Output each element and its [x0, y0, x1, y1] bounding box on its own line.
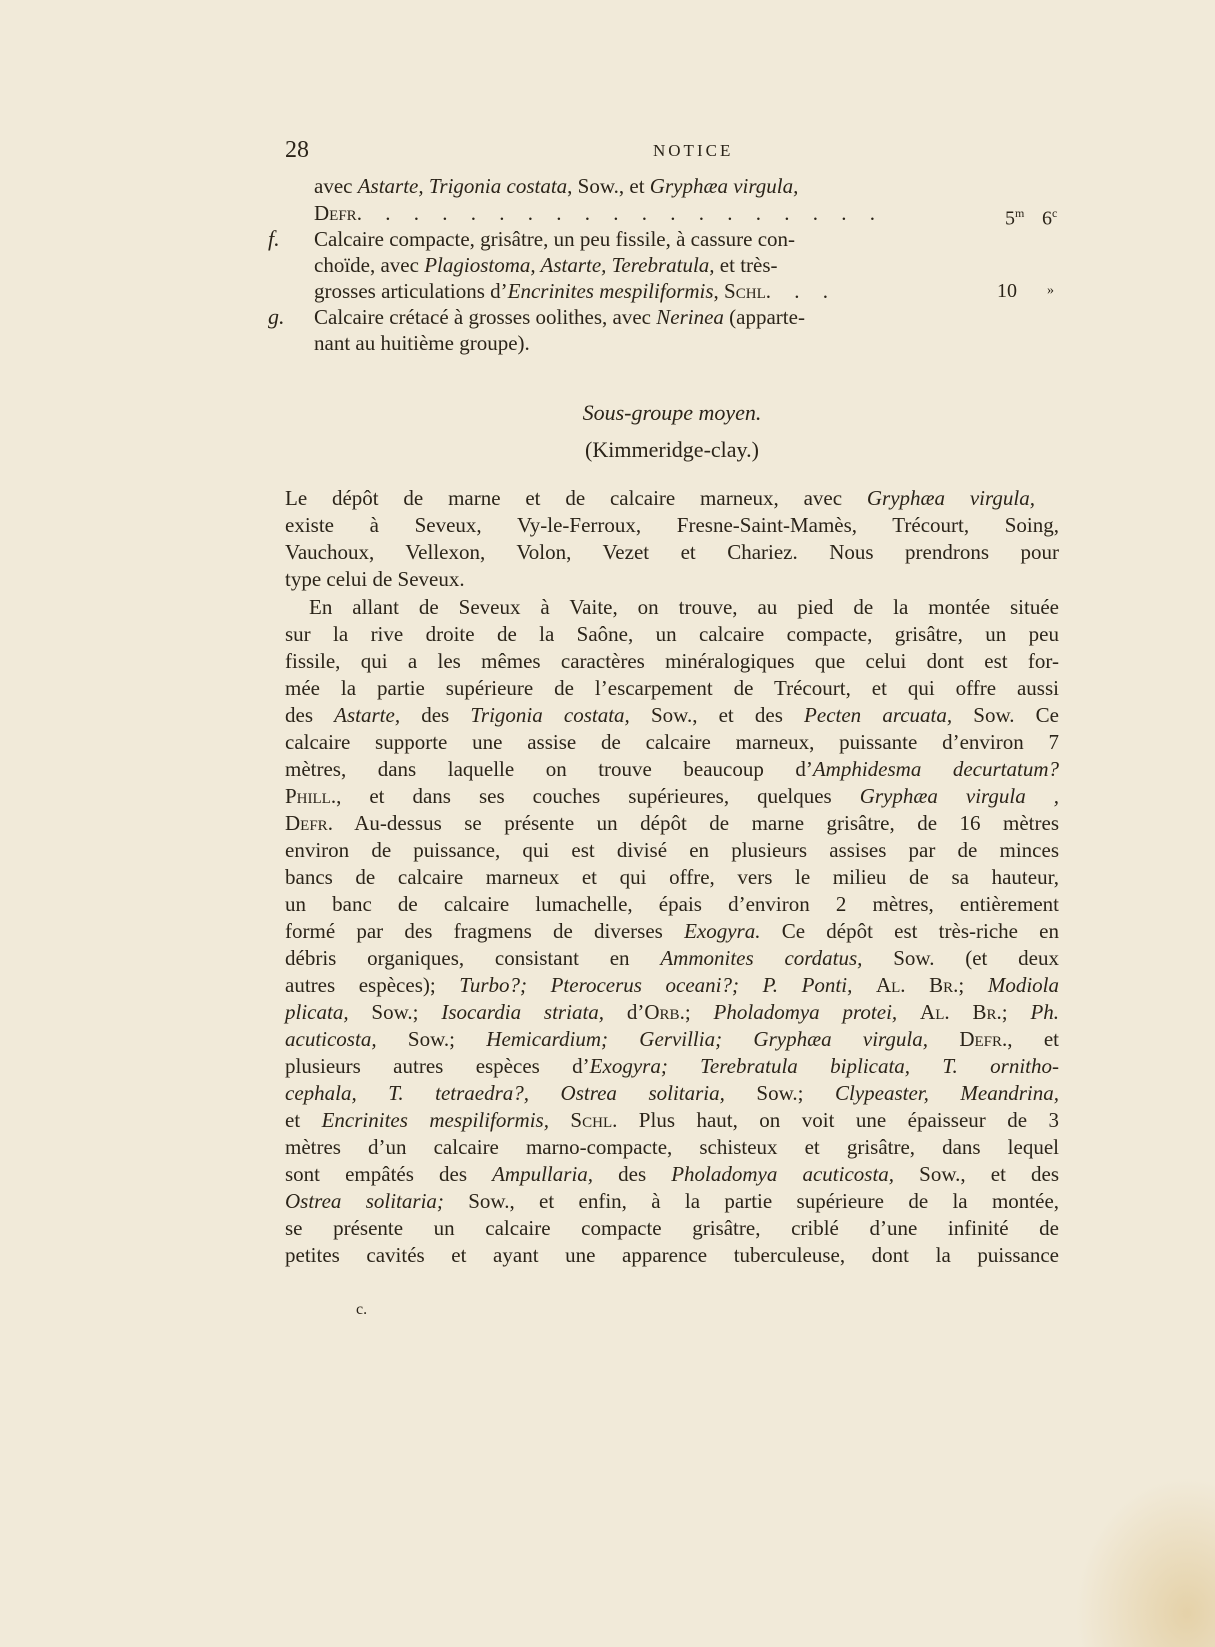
- paragraph-line: En allant de Seveux à Vaite, on trouve, au pied de la montée située: [309, 595, 1059, 619]
- author-abbrev: Schl: [724, 279, 766, 303]
- text-span: Calcaire crétacé à grosses oolithes, avec: [314, 305, 657, 329]
- text-span: ,: [713, 279, 725, 303]
- text-span: des: [285, 703, 335, 727]
- thickness-value: 6: [1042, 207, 1052, 230]
- text-span: . Plus haut, on voit une épaisseur de 3: [612, 1108, 1059, 1132]
- taxon-name: Ammonites cordatus,: [660, 946, 863, 970]
- text-span: .;: [679, 1000, 714, 1024]
- author-abbrev: Defr: [285, 811, 328, 835]
- taxon-name: Nerinea: [656, 305, 724, 329]
- taxon-name: Gryphæa virgula,: [649, 174, 799, 198]
- paragraph-line: Vauchoux, Vellexon, Volon, Vezet et Chariez. Nous prendrons pour: [285, 540, 1059, 564]
- author-abbrev: Orb: [644, 1000, 680, 1024]
- author-abbrev: Al. Br: [920, 1000, 997, 1024]
- text-span: grosses articulations d’: [314, 279, 508, 303]
- text-span: sont empâtés des: [285, 1162, 493, 1186]
- item-g-line: nant au huitième groupe).: [314, 331, 530, 355]
- paragraph-line: calcaire supporte une assise de calcaire marneux, puissante d’environ 7: [285, 730, 1059, 754]
- author-abbrev: Al. Br: [875, 973, 954, 997]
- ditto-mark: »: [1047, 283, 1054, 298]
- paragraph-line: [285, 485, 1035, 511]
- paragraph-line: existe à Seveux, Vy-le-Ferroux, Fresne-Saint-Mamès, Trécourt, Soing,: [285, 513, 1059, 537]
- text-span: .;: [996, 1000, 1031, 1024]
- item-g-line: [314, 304, 805, 330]
- text-span: mètres, dans laquelle on trouve beaucoup d’: [285, 757, 813, 781]
- paragraph-line: [285, 810, 1059, 836]
- paragraph-line: [285, 1107, 1059, 1133]
- taxon-name: Ostrea solitaria;: [285, 1189, 444, 1213]
- text-span: Sow. (et deux: [862, 946, 1060, 970]
- text-span: Sow.;: [376, 1027, 487, 1051]
- item-f-line: [314, 278, 837, 304]
- text-span: formé par des fragmens de diverses: [285, 919, 685, 943]
- text-span: ., et dans ses couches supérieures, quelques: [330, 784, 860, 808]
- taxon-name: Pholadomya protei,: [713, 1000, 898, 1024]
- text-span: Ce dépôt est très-riche en: [760, 919, 1059, 943]
- taxon-name: Ampullaria,: [492, 1162, 594, 1186]
- text-span: Sow.;: [348, 1000, 442, 1024]
- taxon-name: cephala, T. tetraedra?, Ostrea solitaria,: [285, 1081, 725, 1105]
- taxon-name: Encrinites mespiliformis: [507, 279, 714, 303]
- taxon-name: plicata,: [285, 1000, 349, 1024]
- text-span: d’: [604, 1000, 645, 1024]
- taxon-name: Astarte, Trigonia costata: [357, 174, 568, 198]
- thickness-value: 10: [997, 280, 1017, 302]
- list-line: [314, 200, 964, 226]
- section-subtitle: (Kimmeridge-clay.): [585, 437, 759, 462]
- signature-mark: c.: [356, 1301, 368, 1318]
- author-abbrev: Phill: [285, 784, 331, 808]
- running-title: NOTICE: [653, 141, 734, 160]
- thickness-centimeters: [1042, 200, 1057, 232]
- taxon-name: Plagiostoma, Astarte, Terebratula,: [424, 253, 715, 277]
- taxon-name: Clypeaster, Meandrina,: [835, 1081, 1059, 1105]
- paragraph-line: [285, 972, 1059, 998]
- taxon-name: Gryphæa virgula,: [866, 486, 1035, 510]
- taxon-name: Modiola: [987, 973, 1059, 997]
- text-span: des: [593, 1162, 672, 1186]
- text-span: des: [400, 703, 471, 727]
- paragraph-line: [285, 918, 1059, 944]
- page-number: 28: [285, 137, 309, 163]
- text-span: débris organiques, consistant en: [285, 946, 661, 970]
- unit-centimeters: c: [1052, 206, 1058, 220]
- paragraph-line: [285, 1161, 1059, 1187]
- text-span: [928, 1027, 959, 1051]
- item-f-line: [314, 252, 778, 278]
- taxon-name: acuticosta,: [285, 1027, 377, 1051]
- author-abbrev: Schl: [570, 1108, 613, 1132]
- taxon-name: Exogyra.: [684, 919, 761, 943]
- text-span: Sow., et des: [629, 703, 805, 727]
- text-span: (apparte-: [723, 305, 805, 329]
- taxon-name: Turbo?; Pterocerus oceani?; P. Ponti,: [459, 973, 853, 997]
- author-abbrev: Defr: [314, 201, 357, 225]
- taxon-name: Ph.: [1030, 1000, 1060, 1024]
- paragraph-line: [285, 783, 1059, 809]
- item-letter-f: f.: [268, 226, 280, 251]
- paragraph-line: mée la partie supérieure de l’escarpement de Trécourt, et qui offre aussi: [285, 676, 1059, 700]
- paragraph-line: se présente un calcaire compacte grisâtre, criblé d’une infinité de: [285, 1216, 1059, 1240]
- page-header: [285, 137, 1085, 167]
- text-span: Sow. Ce: [952, 703, 1059, 727]
- text-span: Sow., et enfin, à la partie supérieure de la montée,: [443, 1189, 1060, 1213]
- leader-dots: . . .: [765, 279, 837, 303]
- paragraph-line: [285, 945, 1059, 971]
- text-span: Sow., et des: [894, 1162, 1059, 1186]
- taxon-name: Exogyra; Terebratula biplicata, T. ornitho-: [589, 1054, 1059, 1078]
- paragraph-line: [285, 1080, 1059, 1106]
- text-span: autres espèces);: [285, 973, 460, 997]
- text-span: Sow.;: [724, 1081, 835, 1105]
- taxon-name: Pecten arcuata,: [804, 703, 953, 727]
- paragraph-line: [285, 1188, 1059, 1214]
- leader-dots: . . . . . . . . . . . . . . . . . . .: [356, 201, 884, 225]
- paragraph-line: fissile, qui a les mêmes caractères minéralogiques que celui dont est for-: [285, 649, 1059, 673]
- text-span: plusieurs autres espèces d’: [285, 1054, 590, 1078]
- item-f-line: Calcaire compacte, grisâtre, un peu fissile, à cassure con-: [314, 227, 796, 251]
- text-span: et: [285, 1108, 322, 1132]
- section-title: Sous-groupe moyen.: [582, 400, 762, 425]
- paragraph-line: [285, 1053, 1059, 1079]
- paper-stain: [1075, 1477, 1215, 1647]
- taxon-name: Amphidesma decurtatum?: [812, 757, 1059, 781]
- paragraph-line: [285, 756, 1059, 782]
- text-span: [897, 1000, 920, 1024]
- text-span: [852, 973, 876, 997]
- text-span: ., et: [1002, 1027, 1059, 1051]
- paragraph-line: un banc de calcaire lumachelle, épais d’environ 2 mètres, entièrement: [285, 892, 1059, 916]
- paragraph-line: [285, 1026, 1059, 1052]
- taxon-name: Encrinites mespiliformis,: [321, 1108, 549, 1132]
- paragraph-line: type celui de Seveux.: [285, 567, 465, 591]
- text-span: , Sow., et: [567, 174, 650, 198]
- taxon-name: Astarte,: [334, 703, 401, 727]
- author-abbrev: Defr: [959, 1027, 1003, 1051]
- paragraph-line: sur la rive droite de la Saône, un calcaire compacte, grisâtre, un peu: [285, 622, 1059, 646]
- text-span: choïde, avec: [314, 253, 425, 277]
- paragraph-line: [285, 999, 1059, 1025]
- item-letter-g: g.: [268, 304, 285, 329]
- taxon-name: Isocardia striata,: [441, 1000, 605, 1024]
- text-span: avec: [314, 174, 358, 198]
- taxon-name: Hemicardium; Gervillia; Gryphæa virgula,: [486, 1027, 929, 1051]
- paragraph-line: mètres d’un calcaire marno-compacte, schisteux et grisâtre, dans lequel: [285, 1135, 1059, 1159]
- taxon-name: Trigonia costata,: [470, 703, 630, 727]
- paragraph-line: bancs de calcaire marneux et qui offre, vers le milieu de sa hauteur,: [285, 865, 1059, 889]
- unit-meters: m: [1015, 206, 1025, 220]
- text-span: .;: [953, 973, 988, 997]
- paragraph-line: petites cavités et ayant une apparence tuberculeuse, dont la puissance: [285, 1243, 1059, 1267]
- paragraph-line: [285, 702, 1059, 728]
- text-span: et très-: [714, 253, 778, 277]
- thickness-value: 5: [1005, 207, 1015, 230]
- taxon-name: Pholadomya acuticosta,: [671, 1162, 895, 1186]
- text-span: [549, 1108, 570, 1132]
- text-span: Le dépôt de marne et de calcaire marneux, avec: [285, 486, 867, 510]
- list-line: [314, 173, 798, 199]
- text-span: . Au-dessus se présente un dépôt de marne grisâtre, de 16 mètres: [327, 811, 1059, 835]
- paragraph-line: environ de puissance, qui est divisé en plusieurs assises par de minces: [285, 838, 1059, 862]
- taxon-name: Gryphæa virgula ,: [859, 784, 1059, 808]
- thickness-meters: [1005, 200, 1024, 232]
